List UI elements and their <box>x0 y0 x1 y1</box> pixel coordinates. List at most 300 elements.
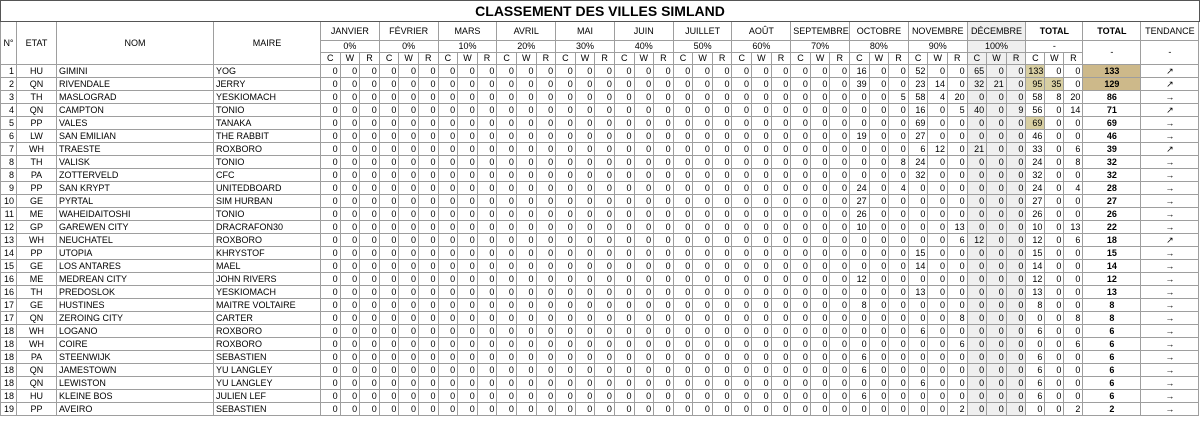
month-value: 0 <box>418 351 438 364</box>
month-value: 0 <box>712 390 732 403</box>
total-value: 27 <box>1083 195 1141 208</box>
month-value: 0 <box>693 403 713 416</box>
month-value: 0 <box>321 234 341 247</box>
table-row <box>1 299 1200 312</box>
month-value: 0 <box>928 104 948 117</box>
month-percent: 10% <box>438 41 497 53</box>
month-value: 0 <box>654 247 674 260</box>
cwr-label: R <box>948 53 968 65</box>
month-value: 0 <box>340 351 360 364</box>
month-value: 0 <box>458 247 478 260</box>
month-value: 0 <box>477 286 497 299</box>
month-value: 0 <box>967 338 987 351</box>
month-value: 0 <box>418 156 438 169</box>
month-value: 0 <box>477 91 497 104</box>
month-value: 0 <box>418 299 438 312</box>
state: QN <box>17 78 57 91</box>
month-value: 0 <box>654 364 674 377</box>
month-value: 0 <box>810 221 830 234</box>
month-value: 0 <box>810 338 830 351</box>
cwr-label: R <box>1064 53 1083 65</box>
table-row <box>1 117 1200 130</box>
month-value: 0 <box>850 338 870 351</box>
month-value: 0 <box>908 221 928 234</box>
month-value: 0 <box>321 273 341 286</box>
cwr-label: C <box>967 53 987 65</box>
rank: 17 <box>1 299 17 312</box>
month-value: 0 <box>712 338 732 351</box>
month-value: 0 <box>575 260 595 273</box>
month-value: 0 <box>693 169 713 182</box>
month-value: 0 <box>477 403 497 416</box>
table-row <box>1 390 1200 403</box>
month-value: 0 <box>497 91 517 104</box>
month-header: JUIN <box>614 22 673 41</box>
month-value: 0 <box>850 403 870 416</box>
month-value: 0 <box>516 273 536 286</box>
month-value: 0 <box>360 221 380 234</box>
month-value: 0 <box>752 117 772 130</box>
month-value: 0 <box>418 130 438 143</box>
tendance-sub: - <box>1141 41 1199 65</box>
month-value: 0 <box>732 364 752 377</box>
month-value: 0 <box>556 234 576 247</box>
month-value: 0 <box>771 338 791 351</box>
month-value: 0 <box>536 104 556 117</box>
month-value: 0 <box>556 65 576 78</box>
total-cwr-value: 0 <box>1045 273 1064 286</box>
cwr-label: C <box>556 53 576 65</box>
month-value: 0 <box>869 351 889 364</box>
table-row <box>1 169 1200 182</box>
month-value: 0 <box>850 234 870 247</box>
total-value: 32 <box>1083 169 1141 182</box>
month-value: 0 <box>752 169 772 182</box>
total-cwr-value: 0 <box>1064 351 1083 364</box>
month-value: 0 <box>752 390 772 403</box>
month-value: 10 <box>850 221 870 234</box>
month-value: 0 <box>889 286 909 299</box>
month-value: 0 <box>850 377 870 390</box>
cwr-label: W <box>1045 53 1064 65</box>
mayor-name: YU LANGLEY <box>214 364 321 377</box>
month-value: 0 <box>340 390 360 403</box>
month-value: 27 <box>908 130 928 143</box>
total-cwr-value: 0 <box>1064 273 1083 286</box>
month-value: 0 <box>889 78 909 91</box>
month-value: 0 <box>810 364 830 377</box>
header-total: TOTAL <box>1083 22 1141 41</box>
cwr-label: R <box>830 53 850 65</box>
total-cwr-value: 0 <box>1045 130 1064 143</box>
rank: 19 <box>1 403 17 416</box>
cwr-label: R <box>477 53 497 65</box>
month-value: 0 <box>418 65 438 78</box>
month-value: 0 <box>360 195 380 208</box>
month-value: 0 <box>634 377 654 390</box>
month-value: 0 <box>732 117 752 130</box>
month-value: 0 <box>516 377 536 390</box>
total-cwr-value: 0 <box>1045 234 1064 247</box>
month-value: 0 <box>360 312 380 325</box>
total-value: 32 <box>1083 156 1141 169</box>
month-value: 0 <box>987 130 1007 143</box>
month-value: 0 <box>732 312 752 325</box>
month-value: 0 <box>516 390 536 403</box>
month-value: 0 <box>438 273 458 286</box>
month-value: 24 <box>850 182 870 195</box>
month-value: 0 <box>987 364 1007 377</box>
state: PP <box>17 403 57 416</box>
total-cwr-value: 13 <box>1026 286 1045 299</box>
month-value: 0 <box>458 143 478 156</box>
month-value: 0 <box>869 234 889 247</box>
table-row <box>1 130 1200 143</box>
month-value: 24 <box>908 156 928 169</box>
table-row <box>1 156 1200 169</box>
month-value: 0 <box>732 143 752 156</box>
month-value: 0 <box>379 403 399 416</box>
month-value: 14 <box>928 78 948 91</box>
month-value: 0 <box>556 273 576 286</box>
month-value: 65 <box>967 65 987 78</box>
month-value: 0 <box>732 208 752 221</box>
total-value: 6 <box>1083 351 1141 364</box>
month-value: 0 <box>536 390 556 403</box>
month-value: 0 <box>458 312 478 325</box>
month-value: 9 <box>1006 104 1026 117</box>
month-value: 0 <box>614 117 634 130</box>
month-value: 0 <box>497 260 517 273</box>
month-value: 0 <box>379 260 399 273</box>
month-value: 0 <box>418 208 438 221</box>
month-value: 0 <box>399 65 419 78</box>
total-cwr-value: 12 <box>1026 234 1045 247</box>
month-value: 0 <box>869 65 889 78</box>
month-value: 0 <box>340 325 360 338</box>
month-value: 0 <box>693 377 713 390</box>
month-value: 0 <box>497 273 517 286</box>
month-value: 0 <box>752 91 772 104</box>
total-cwr-value: 6 <box>1026 377 1045 390</box>
month-value: 0 <box>673 65 693 78</box>
month-value: 0 <box>556 117 576 130</box>
total-cwr-value: 0 <box>1045 403 1064 416</box>
trend-arrow: → <box>1141 351 1199 364</box>
month-value: 0 <box>948 260 968 273</box>
month-value: 0 <box>458 377 478 390</box>
month-value: 0 <box>889 221 909 234</box>
month-value: 0 <box>536 156 556 169</box>
month-value: 0 <box>732 299 752 312</box>
month-value: 0 <box>595 169 615 182</box>
month-value: 0 <box>654 260 674 273</box>
month-value: 0 <box>321 156 341 169</box>
month-value: 0 <box>458 338 478 351</box>
month-value: 0 <box>771 169 791 182</box>
month-value: 0 <box>418 260 438 273</box>
city-name: GIMINI <box>57 65 214 78</box>
month-value: 0 <box>536 273 556 286</box>
month-value: 0 <box>438 312 458 325</box>
month-value: 0 <box>379 221 399 234</box>
month-value: 0 <box>614 78 634 91</box>
month-value: 0 <box>810 65 830 78</box>
total-cwr-value: 95 <box>1026 78 1045 91</box>
city-name: RIVENDALE <box>57 78 214 91</box>
month-value: 0 <box>967 403 987 416</box>
month-value: 0 <box>987 247 1007 260</box>
month-value: 0 <box>732 260 752 273</box>
month-value: 0 <box>614 143 634 156</box>
month-value: 0 <box>889 104 909 117</box>
month-value: 0 <box>536 117 556 130</box>
month-value: 0 <box>869 182 889 195</box>
month-value: 0 <box>948 78 968 91</box>
month-value: 0 <box>869 91 889 104</box>
total-cwr-value: 14 <box>1026 260 1045 273</box>
cwr-label: C <box>1026 53 1045 65</box>
month-value: 0 <box>987 169 1007 182</box>
month-value: 0 <box>654 130 674 143</box>
month-value: 0 <box>948 390 968 403</box>
total-cwr-value: 6 <box>1064 234 1083 247</box>
month-value: 0 <box>732 403 752 416</box>
month-value: 5 <box>889 91 909 104</box>
state: TH <box>17 91 57 104</box>
month-value: 0 <box>908 403 928 416</box>
month-value: 0 <box>438 351 458 364</box>
total-cwr-value: 6 <box>1064 338 1083 351</box>
rank: 18 <box>1 390 17 403</box>
month-value: 6 <box>948 338 968 351</box>
month-percent: 50% <box>673 41 732 53</box>
state: HU <box>17 65 57 78</box>
trend-arrow: ↗ <box>1141 78 1199 91</box>
total-cwr-value: 33 <box>1026 143 1045 156</box>
month-value: 0 <box>967 286 987 299</box>
state: WH <box>17 338 57 351</box>
total-cwr-value: 0 <box>1045 117 1064 130</box>
month-value: 0 <box>516 117 536 130</box>
month-value: 0 <box>771 403 791 416</box>
month-value: 0 <box>360 169 380 182</box>
title-row <box>1 1 1200 22</box>
month-value: 0 <box>693 247 713 260</box>
month-value: 0 <box>830 143 850 156</box>
month-value: 0 <box>830 234 850 247</box>
month-value: 0 <box>458 156 478 169</box>
month-value: 0 <box>497 234 517 247</box>
month-value: 0 <box>948 65 968 78</box>
total-cwr-value: 0 <box>1064 260 1083 273</box>
month-value: 0 <box>399 195 419 208</box>
total-cwr-value: 0 <box>1045 182 1064 195</box>
month-value: 0 <box>556 312 576 325</box>
month-value: 0 <box>399 91 419 104</box>
state: WH <box>17 325 57 338</box>
trend-arrow: → <box>1141 208 1199 221</box>
month-value: 23 <box>908 78 928 91</box>
month-value: 0 <box>869 364 889 377</box>
month-value: 52 <box>908 65 928 78</box>
month-value: 0 <box>536 143 556 156</box>
month-value: 0 <box>693 65 713 78</box>
total-cwr-value: 0 <box>1064 130 1083 143</box>
state: WH <box>17 234 57 247</box>
month-value: 0 <box>1006 247 1026 260</box>
month-value: 0 <box>889 247 909 260</box>
month-value: 0 <box>889 273 909 286</box>
total-cwr-value: 0 <box>1045 143 1064 156</box>
total-cwr-value: 0 <box>1045 169 1064 182</box>
month-value: 0 <box>889 117 909 130</box>
month-value: 0 <box>536 377 556 390</box>
month-value: 0 <box>889 403 909 416</box>
month-value: 0 <box>810 156 830 169</box>
trend-arrow: → <box>1141 169 1199 182</box>
month-value: 0 <box>791 117 811 130</box>
month-value: 0 <box>712 364 732 377</box>
month-value: 0 <box>438 364 458 377</box>
month-value: 0 <box>438 403 458 416</box>
month-value: 0 <box>850 156 870 169</box>
month-value: 0 <box>791 403 811 416</box>
month-value: 0 <box>693 338 713 351</box>
month-value: 0 <box>418 221 438 234</box>
month-value: 6 <box>908 143 928 156</box>
month-value: 0 <box>438 130 458 143</box>
month-value: 0 <box>516 104 536 117</box>
month-value: 0 <box>595 273 615 286</box>
month-value: 0 <box>516 325 536 338</box>
month-value: 0 <box>791 234 811 247</box>
month-value: 0 <box>654 208 674 221</box>
total-value: 6 <box>1083 390 1141 403</box>
month-value: 0 <box>889 260 909 273</box>
total-cwr-value: 13 <box>1064 221 1083 234</box>
month-value: 0 <box>536 195 556 208</box>
month-value: 0 <box>497 286 517 299</box>
month-value: 0 <box>928 403 948 416</box>
month-value: 0 <box>850 91 870 104</box>
month-value: 0 <box>987 156 1007 169</box>
month-value: 0 <box>379 325 399 338</box>
total-value: 86 <box>1083 91 1141 104</box>
month-value: 0 <box>948 286 968 299</box>
month-value: 0 <box>967 260 987 273</box>
month-value: 0 <box>497 325 517 338</box>
total-cwr-value: 6 <box>1026 364 1045 377</box>
month-value: 0 <box>516 403 536 416</box>
trend-arrow: → <box>1141 273 1199 286</box>
month-value: 0 <box>908 351 928 364</box>
month-value: 5 <box>948 104 968 117</box>
month-percent: 80% <box>850 41 909 53</box>
month-value: 0 <box>1006 195 1026 208</box>
month-value: 0 <box>673 117 693 130</box>
total-cwr-value: 8 <box>1064 312 1083 325</box>
total-value: 13 <box>1083 286 1141 299</box>
month-value: 0 <box>712 91 732 104</box>
month-value: 0 <box>595 117 615 130</box>
month-value: 0 <box>340 195 360 208</box>
month-value: 0 <box>712 260 732 273</box>
month-value: 0 <box>830 273 850 286</box>
table-row <box>1 325 1200 338</box>
cwr-label: W <box>340 53 360 65</box>
month-value: 0 <box>654 169 674 182</box>
month-value: 0 <box>654 299 674 312</box>
total-cwr-value: 0 <box>1045 247 1064 260</box>
month-value: 0 <box>575 325 595 338</box>
month-value: 0 <box>967 195 987 208</box>
month-value: 0 <box>379 364 399 377</box>
table-row <box>1 195 1200 208</box>
month-value: 0 <box>614 182 634 195</box>
month-value: 0 <box>654 104 674 117</box>
month-value: 0 <box>595 299 615 312</box>
month-value: 0 <box>791 325 811 338</box>
month-value: 0 <box>458 195 478 208</box>
month-value: 0 <box>928 234 948 247</box>
month-value: 0 <box>948 117 968 130</box>
month-value: 0 <box>869 390 889 403</box>
month-value: 0 <box>908 195 928 208</box>
month-value: 0 <box>575 234 595 247</box>
month-value: 0 <box>1006 208 1026 221</box>
header-nom: NOM <box>57 22 214 65</box>
month-value: 0 <box>360 351 380 364</box>
month-value: 0 <box>850 247 870 260</box>
month-value: 0 <box>1006 403 1026 416</box>
table-row <box>1 286 1200 299</box>
month-value: 0 <box>712 143 732 156</box>
month-value: 0 <box>438 117 458 130</box>
month-value: 0 <box>399 221 419 234</box>
trend-arrow: → <box>1141 117 1199 130</box>
total-cwr-value: 8 <box>1064 156 1083 169</box>
month-percent: 70% <box>791 41 850 53</box>
trend-arrow: → <box>1141 364 1199 377</box>
month-value: 0 <box>438 247 458 260</box>
month-value: 0 <box>810 247 830 260</box>
cwr-label: C <box>732 53 752 65</box>
month-value: 0 <box>889 299 909 312</box>
month-value: 0 <box>771 91 791 104</box>
trend-arrow: → <box>1141 260 1199 273</box>
month-value: 0 <box>340 364 360 377</box>
month-value: 0 <box>634 208 654 221</box>
month-value: 0 <box>987 351 1007 364</box>
month-value: 0 <box>771 234 791 247</box>
city-name: COIRE <box>57 338 214 351</box>
month-value: 0 <box>1006 351 1026 364</box>
month-value: 0 <box>752 234 772 247</box>
trend-arrow: → <box>1141 156 1199 169</box>
month-value: 0 <box>556 403 576 416</box>
month-value: 0 <box>458 104 478 117</box>
month-value: 0 <box>536 260 556 273</box>
month-value: 0 <box>634 130 654 143</box>
month-value: 0 <box>379 169 399 182</box>
month-value: 0 <box>595 325 615 338</box>
month-value: 0 <box>340 338 360 351</box>
total-cwr-value: 0 <box>1064 169 1083 182</box>
month-value: 0 <box>321 208 341 221</box>
month-value: 0 <box>1006 117 1026 130</box>
month-value: 0 <box>928 312 948 325</box>
